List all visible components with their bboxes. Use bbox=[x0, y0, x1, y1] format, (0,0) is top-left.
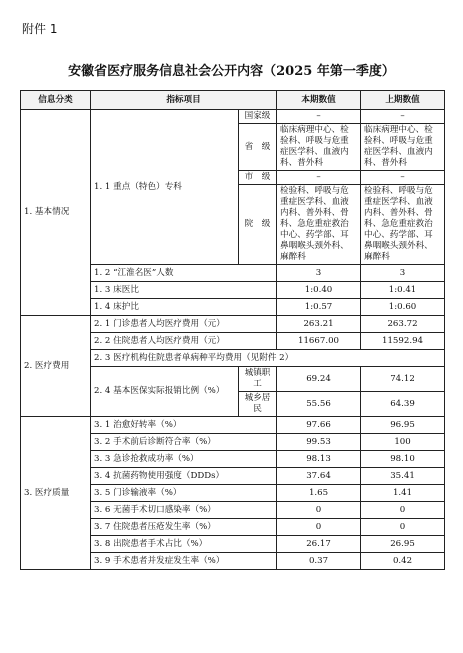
category-quality: 3. 医疗质量 bbox=[21, 417, 91, 570]
header-indicator: 指标项目 bbox=[91, 91, 277, 110]
previous-value: 26.95 bbox=[361, 536, 445, 553]
previous-value: 3 bbox=[361, 265, 445, 282]
current-value: 检验科、呼吸与危重症医学科、血液内科、普外科、骨科、急危重症救治中心、药学部、耳鼻咽喉头颈外科、麻醉科 bbox=[277, 185, 361, 265]
previous-value: 0 bbox=[361, 502, 445, 519]
current-value: 1:0.40 bbox=[277, 282, 361, 299]
current-value: 69.24 bbox=[277, 367, 361, 392]
previous-value: – bbox=[361, 110, 445, 124]
indicator-label: 3. 8 出院患者手术占比（%） bbox=[91, 536, 277, 553]
indicator-label: 2. 1 门诊患者人均医疗费用（元） bbox=[91, 316, 277, 333]
previous-value: 35.41 bbox=[361, 468, 445, 485]
current-value: 11667.00 bbox=[277, 333, 361, 350]
level-label: 国家级 bbox=[239, 110, 277, 124]
indicator-label: 2. 2 住院患者人均医疗费用（元） bbox=[91, 333, 277, 350]
previous-value: 100 bbox=[361, 434, 445, 451]
previous-value: 1:0.60 bbox=[361, 299, 445, 316]
page-title: 安徽省医疗服务信息社会公开内容（2025 年第一季度） bbox=[68, 64, 395, 79]
header-category: 信息分类 bbox=[21, 91, 91, 110]
header-row bbox=[21, 91, 445, 110]
table-row bbox=[21, 110, 445, 124]
insurance-type: 城镇职工 bbox=[239, 367, 277, 392]
indicator-label: 3. 2 手术前后诊断符合率（%） bbox=[91, 434, 277, 451]
previous-value: 临床病理中心、检验科、呼吸与危重症医学科、血液内科、普外科 bbox=[361, 124, 445, 171]
current-value: 3 bbox=[277, 265, 361, 282]
previous-value: – bbox=[361, 171, 445, 185]
current-value: 1:0.57 bbox=[277, 299, 361, 316]
indicator-label: 2. 3 医疗机构住院患者单病种平均费用（见附件 2） bbox=[91, 350, 445, 367]
current-value: 97.66 bbox=[277, 417, 361, 434]
header-previous: 上期数值 bbox=[361, 91, 445, 110]
indicator-label: 3. 9 手术患者并发症发生率（%） bbox=[91, 553, 277, 570]
indicator-label: 1. 3 床医比 bbox=[91, 282, 277, 299]
insurance-type: 城乡居民 bbox=[239, 392, 277, 417]
current-value: 55.56 bbox=[277, 392, 361, 417]
previous-value: 0.42 bbox=[361, 553, 445, 570]
previous-value: 0 bbox=[361, 519, 445, 536]
previous-value: 64.39 bbox=[361, 392, 445, 417]
previous-value: 1.41 bbox=[361, 485, 445, 502]
indicator-label: 3. 5 门诊输液率（%） bbox=[91, 485, 277, 502]
previous-value: 263.72 bbox=[361, 316, 445, 333]
current-value: 临床病理中心、检验科、呼吸与危重症医学科、血液内科、普外科 bbox=[277, 124, 361, 171]
indicator-label: 3. 7 住院患者压疮发生率（%） bbox=[91, 519, 277, 536]
previous-value: 1:0.41 bbox=[361, 282, 445, 299]
attachment-label: 附件 1 bbox=[22, 22, 58, 36]
current-value: 37.64 bbox=[277, 468, 361, 485]
current-value: 1.65 bbox=[277, 485, 361, 502]
category-basic: 1. 基本情况 bbox=[21, 110, 91, 316]
previous-value: 96.95 bbox=[361, 417, 445, 434]
current-value: 0 bbox=[277, 502, 361, 519]
current-value: 263.21 bbox=[277, 316, 361, 333]
disclosure-table bbox=[20, 90, 445, 570]
header-current: 本期数值 bbox=[277, 91, 361, 110]
current-value: 99.53 bbox=[277, 434, 361, 451]
current-value: 0.37 bbox=[277, 553, 361, 570]
indicator-label: 1. 4 床护比 bbox=[91, 299, 277, 316]
indicator-label: 1. 2 “江淮名医”人数 bbox=[91, 265, 277, 282]
current-value: – bbox=[277, 110, 361, 124]
previous-value: 11592.94 bbox=[361, 333, 445, 350]
indicator-reimbursement: 2. 4 基本医保实际报销比例（%） bbox=[91, 367, 239, 417]
previous-value: 74.12 bbox=[361, 367, 445, 392]
category-cost: 2. 医疗费用 bbox=[21, 316, 91, 417]
current-value: – bbox=[277, 171, 361, 185]
indicator-label: 3. 4 抗菌药物使用强度（DDDs） bbox=[91, 468, 277, 485]
indicator-label: 3. 6 无菌手术切口感染率（%） bbox=[91, 502, 277, 519]
indicator-label: 3. 1 治愈好转率（%） bbox=[91, 417, 277, 434]
current-value: 26.17 bbox=[277, 536, 361, 553]
indicator-specialty: 1. 1 重点（特色）专科 bbox=[91, 110, 239, 265]
level-label: 市 级 bbox=[239, 171, 277, 185]
level-label: 院 级 bbox=[239, 185, 277, 265]
previous-value: 检验科、呼吸与危重症医学科、血液内科、普外科、骨科、急危重症救治中心、药学部、耳鼻咽喉头颈外科、麻醉科 bbox=[361, 185, 445, 265]
current-value: 0 bbox=[277, 519, 361, 536]
current-value: 98.13 bbox=[277, 451, 361, 468]
table-row bbox=[21, 316, 445, 333]
level-label: 省 级 bbox=[239, 124, 277, 171]
previous-value: 98.10 bbox=[361, 451, 445, 468]
table-row bbox=[21, 417, 445, 434]
indicator-label: 3. 3 急诊抢救成功率（%） bbox=[91, 451, 277, 468]
